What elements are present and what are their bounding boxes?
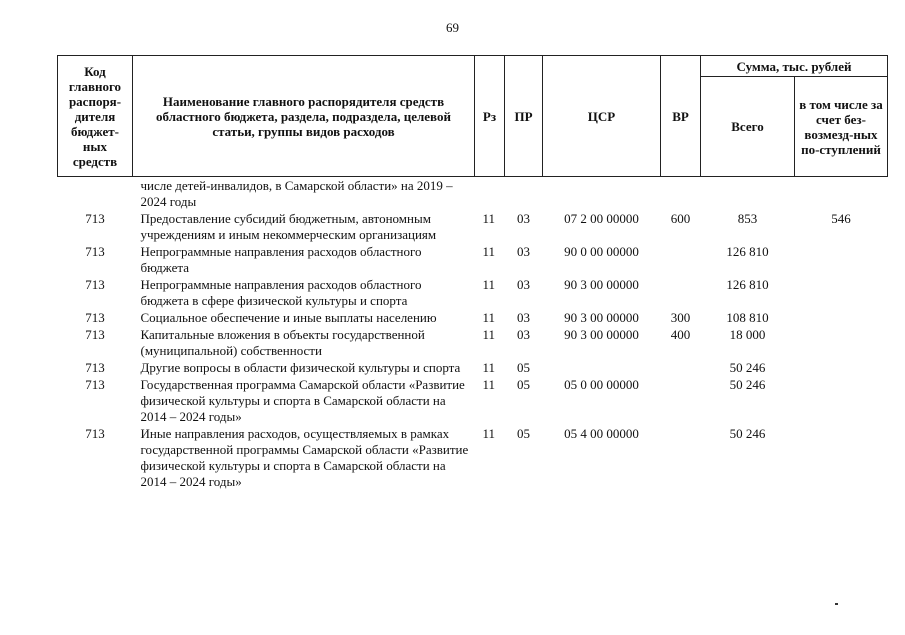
cell-csr: 05 4 00 00000	[564, 426, 639, 441]
cell-total: 126 810	[726, 244, 769, 259]
table-row	[58, 326, 888, 359]
cell-total: 50 246	[729, 360, 766, 375]
header-csr: ЦСР	[543, 56, 661, 177]
header-name: Наименование главного распорядителя средств областного бюджета, раздела, подраздела, целевой статьи, группы видов расходов	[133, 56, 475, 177]
cell-code: 713	[85, 377, 105, 392]
cell-vr	[661, 243, 701, 276]
cell-free	[795, 276, 888, 309]
cell-csr: 90 3 00 00000	[564, 277, 639, 292]
cell-rz: 11	[482, 426, 496, 441]
cell-total: 50 246	[729, 377, 766, 392]
cell-free	[795, 425, 888, 490]
cell-csr: 90 3 00 00000	[564, 310, 639, 325]
cell-code: 713	[85, 360, 105, 375]
budget-table	[57, 55, 888, 490]
cell-code: 713	[85, 244, 105, 259]
cell-vr	[661, 276, 701, 309]
cell-pr: 03	[517, 211, 530, 226]
cell-name: Капитальные вложения в объекты государственной (муниципальной) собственности	[140, 327, 425, 358]
cell-name: Предоставление субсидий бюджетным, автономным учреждениям и иным некоммерческим организациям	[140, 211, 437, 242]
scan-speck	[835, 603, 838, 605]
cell-name: Социальное обеспечение и иные выплаты населению	[140, 310, 437, 325]
table-row	[58, 425, 888, 490]
cell-name: числе детей-инвалидов, в Самарской области» на 2019 – 2024 годы	[140, 178, 453, 209]
header-rz: Рз	[475, 56, 505, 177]
header-total: Всего	[701, 77, 795, 177]
cell-pr: 03	[517, 277, 530, 292]
cell-csr: 07 2 00 00000	[564, 211, 639, 226]
cell-code: 713	[85, 211, 105, 226]
cell-vr: 600	[670, 211, 691, 226]
cell-rz: 11	[482, 244, 496, 259]
table-row	[58, 210, 888, 243]
cell-pr: 05	[517, 426, 530, 441]
cell-name: Непрограммные направления расходов областного бюджета	[140, 244, 422, 275]
cell-rz: 11	[482, 377, 496, 392]
cell-pr: 05	[517, 377, 530, 392]
cell-total: 853	[737, 211, 758, 226]
header-code: Код главного распоря-дителя бюджет-ных средств	[58, 56, 133, 177]
cell-rz: 11	[482, 211, 496, 226]
cell-rz: 11	[482, 310, 496, 325]
cell-vr	[661, 376, 701, 425]
cell-total	[701, 177, 795, 211]
cell-free	[795, 376, 888, 425]
header-free: в том числе за счет без-возмезд-ных по-ступлений	[795, 77, 888, 177]
cell-csr: 05 0 00 00000	[564, 377, 639, 392]
cell-name: Иные направления расходов, осуществляемых в рамках государственной программы Самарской области «Развитие физической культуры и спорта в Самарской области на 2014 – 2024 годы»	[140, 426, 469, 489]
cell-code: 713	[85, 426, 105, 441]
cell-name: Государственная программа Самарской области «Развитие физической культуры и спорта в Самарской области на 2014 – 2024 годы»	[140, 377, 465, 424]
cell-vr: 300	[670, 310, 691, 325]
cell-vr: 400	[670, 327, 691, 342]
cell-free	[795, 309, 888, 326]
cell-pr	[505, 177, 543, 211]
cell-csr: 90 3 00 00000	[564, 327, 639, 342]
table-row	[58, 276, 888, 309]
cell-pr: 05	[517, 360, 530, 375]
cell-free	[795, 359, 888, 376]
header-vr: ВР	[661, 56, 701, 177]
cell-rz: 11	[482, 327, 496, 342]
cell-total: 18 000	[729, 327, 766, 342]
cell-vr	[661, 177, 701, 211]
cell-rz: 11	[482, 360, 496, 375]
cell-csr	[543, 177, 661, 211]
cell-total: 108 810	[726, 310, 769, 325]
table-row	[58, 177, 888, 211]
cell-free	[795, 243, 888, 276]
page-number: 69	[446, 20, 459, 35]
table-row	[58, 243, 888, 276]
table-row	[58, 309, 888, 326]
cell-name: Другие вопросы в области физической культуры и спорта	[140, 360, 461, 375]
cell-free	[795, 326, 888, 359]
cell-free	[795, 177, 888, 211]
cell-rz	[475, 177, 505, 211]
cell-pr: 03	[517, 244, 530, 259]
table-row	[58, 376, 888, 425]
cell-rz: 11	[482, 277, 496, 292]
cell-code: 713	[85, 327, 105, 342]
cell-total: 126 810	[726, 277, 769, 292]
cell-name: Непрограммные направления расходов областного бюджета в сфере физической культуры и спорта	[140, 277, 422, 308]
header-sum-group: Сумма, тыс. рублей	[701, 56, 888, 77]
table-row	[58, 359, 888, 376]
cell-code: 713	[85, 277, 105, 292]
cell-code: 713	[85, 310, 105, 325]
cell-pr: 03	[517, 327, 530, 342]
cell-vr	[661, 425, 701, 490]
cell-csr	[543, 359, 661, 376]
cell-csr: 90 0 00 00000	[564, 244, 639, 259]
cell-free: 546	[831, 211, 851, 226]
header-row	[58, 56, 888, 77]
cell-total: 50 246	[729, 426, 766, 441]
cell-code	[58, 177, 133, 211]
header-pr: ПР	[505, 56, 543, 177]
cell-pr: 03	[517, 310, 530, 325]
cell-vr	[661, 359, 701, 376]
